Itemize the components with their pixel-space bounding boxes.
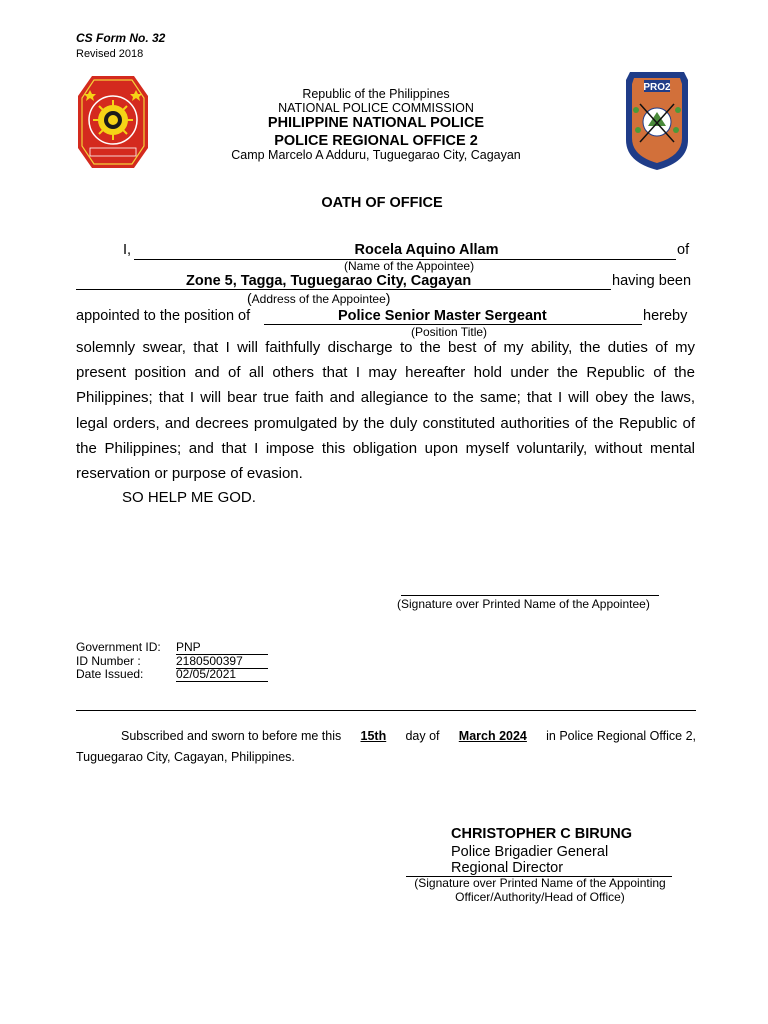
gov-id-value: PNP [176,640,268,655]
officer-rank: Police Brigadier General [451,844,609,860]
appointee-signature-line [401,595,659,596]
closing-line: SO HELP ME GOD. [122,489,256,506]
appointed-label: appointed to the position of [76,308,251,324]
sworn-month-year: March 2024 [458,729,527,743]
officer-position: Regional Director [451,860,564,876]
form-revision: Revised 2018 [76,48,144,60]
position-caption: (Position Title) [411,325,488,339]
header-republic: Republic of the Philippines [302,87,450,101]
sworn-part3: in Police Regional Office 2, [546,729,696,743]
form-number: CS Form No. 32 [76,31,166,45]
pro2-logo-text: PRO2 [643,82,671,93]
header-address: Camp Marcelo A Adduru, Tuguegarao City, Cagayan [231,148,521,162]
header-regional-office: POLICE REGIONAL OFFICE 2 [274,133,478,149]
section-divider [76,710,696,711]
appointee-name: Rocela Aquino Allam [354,242,499,258]
appointee-position: Police Senior Master Sergeant [338,308,547,324]
hereby-label: hereby [643,308,688,324]
sworn-part1: Subscribed and sworn to before me this [121,729,342,743]
having-been-label: having been [612,273,692,289]
address-caption: (Address of the Appointee) [247,290,391,306]
officer-caption-line1: (Signature over Printed Name of the Appointing [414,876,666,890]
officer-name: CHRISTOPHER C BIRUNG [451,826,632,842]
id-number-label: ID Number : [76,654,141,668]
sworn-day: 15th [360,729,387,743]
id-number-value: 2180500397 [176,654,268,669]
header-pnp: PHILIPPINE NATIONAL POLICE [267,115,485,131]
sworn-part2: day of [405,729,440,743]
name-caption: (Name of the Appointee) [344,259,475,273]
oath-body: solemnly swear, that I will faithfully discharge to the best of my ability, the duties of my present position and of all others that I may hereafter hold under the Republic of the Philippines; that I will bear true faith and allegiance to the same; that I will obey the laws, legal orders, and decrees promulgated by the duly constituted authorities of the Republic of the Philippines; and that I impose this obligation upon myself voluntarily, without mental reservation or purpose of evasion. [76,339,695,483]
date-issued-value: 02/05/2021 [176,667,268,682]
page-title: OATH OF OFFICE [321,195,443,211]
of-label: of [677,242,690,258]
date-issued-label: Date Issued: [76,667,144,681]
appointee-signature-caption: (Signature over Printed Name of the Appointee) [397,597,650,611]
officer-caption-line2: Officer/Authority/Head of Office) [455,889,625,904]
appointee-address: Zone 5, Tagga, Tuguegarao City, Cagayan [186,273,472,289]
header-napolcom: NATIONAL POLICE COMMISSION [278,101,474,115]
gov-id-label: Government ID: [76,640,161,654]
officer-signature-caption [404,877,676,904]
i-label: I, [123,242,132,258]
sworn-statement [76,726,696,768]
sworn-line2: Tuguegarao City, Cagayan, Philippines. [76,750,295,764]
